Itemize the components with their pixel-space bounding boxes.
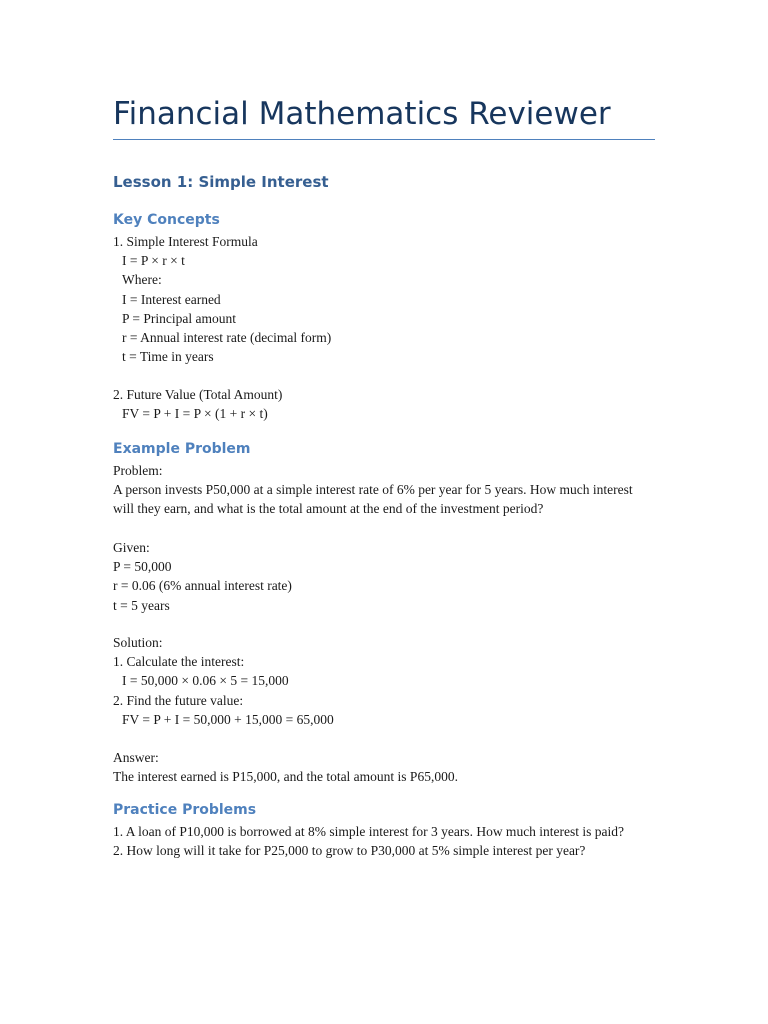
given-label: Given:	[113, 540, 150, 555]
given-line: t = 5 years	[113, 597, 170, 613]
key-concepts-content	[113, 232, 655, 366]
future-value-formula: FV = P + I = P × (1 + r × t)	[122, 406, 268, 422]
problem-text: A person invests P50,000 at a simple interest rate of 6% per year for 5 years. How much interest will they earn, and what is the total amount at the end of the investment period?	[113, 482, 633, 517]
given-content	[113, 538, 655, 615]
solution-calculation: I = 50,000 × 0.06 × 5 = 15,000	[122, 673, 289, 689]
document-title: Financial Mathematics Reviewer	[113, 96, 611, 132]
answer-text: The interest earned is P15,000, and the total amount is P65,000.	[113, 769, 458, 785]
practice-problem: 2. How long will it take for P25,000 to grow to P30,000 at 5% simple interest per year?	[113, 843, 586, 859]
definition-line: I = Interest earned	[122, 291, 221, 307]
answer-label: Answer:	[113, 750, 159, 765]
given-line: P = 50,000	[113, 559, 172, 575]
solution-content	[113, 633, 655, 729]
solution-step: 2. Find the future value:	[113, 692, 244, 708]
formula-line: I = P × r × t	[122, 253, 185, 269]
answer-content	[113, 748, 655, 786]
lesson-heading: Lesson 1: Simple Interest	[113, 173, 329, 191]
where-label: Where:	[122, 272, 162, 288]
title-underline	[113, 139, 655, 140]
future-value-content	[113, 385, 655, 423]
definition-line: r = Annual interest rate (decimal form)	[122, 330, 332, 346]
example-problem-heading: Example Problem	[113, 441, 251, 457]
practice-problem: 1. A loan of P10,000 is borrowed at 8% simple interest for 3 years. How much interest is paid?	[113, 824, 625, 839]
definition-line: t = Time in years	[122, 349, 214, 365]
practice-problems-heading: Practice Problems	[113, 802, 257, 818]
given-line: r = 0.06 (6% annual interest rate)	[113, 578, 292, 594]
problem-label: Problem:	[113, 463, 163, 478]
example-problem-content	[113, 461, 655, 519]
practice-problems-content	[113, 822, 655, 860]
solution-step: 1. Calculate the interest:	[113, 654, 245, 670]
formula-title: 1. Simple Interest Formula	[113, 234, 258, 249]
key-concepts-heading: Key Concepts	[113, 212, 220, 228]
future-value-title: 2. Future Value (Total Amount)	[113, 387, 283, 402]
solution-calculation: FV = P + I = 50,000 + 15,000 = 65,000	[122, 711, 334, 727]
solution-label: Solution:	[113, 635, 163, 650]
definition-line: P = Principal amount	[122, 310, 236, 326]
